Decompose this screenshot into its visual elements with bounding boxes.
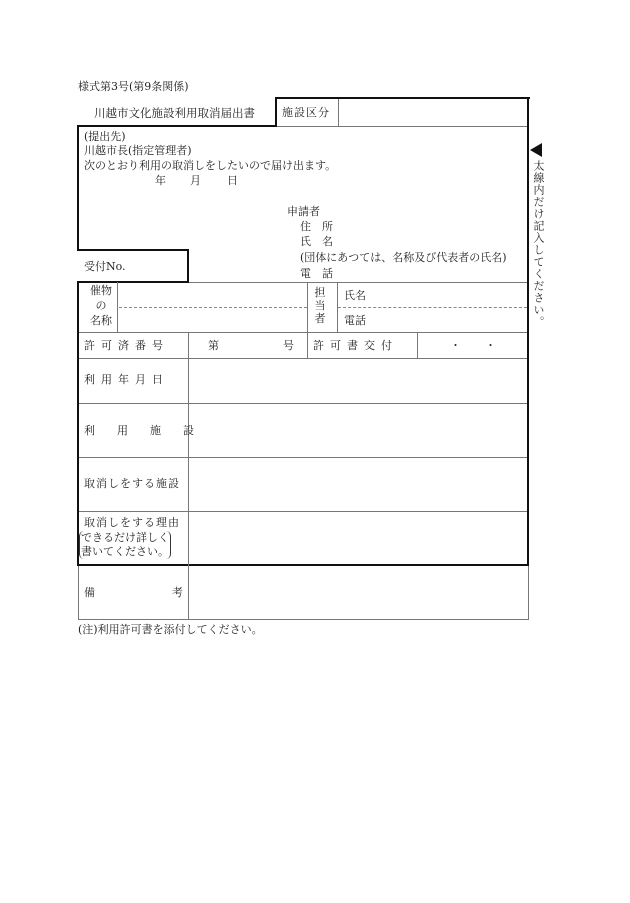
permit-number-input[interactable] bbox=[224, 334, 274, 356]
permit-issue-sep2: ・ bbox=[485, 339, 496, 352]
facility-category-input[interactable] bbox=[340, 100, 526, 125]
cancel-facility-label: 取消しをする施設 bbox=[84, 477, 180, 490]
permit-issue-label: 許可書交付 bbox=[313, 339, 398, 352]
applicant-heading: 申請者 bbox=[287, 205, 320, 218]
remarks-input[interactable] bbox=[190, 568, 526, 618]
permit-issue-sep1: ・ bbox=[450, 339, 461, 352]
reason-note-line1: できるだけ詳しく bbox=[81, 531, 169, 544]
permit-number-label: 許可済番号 bbox=[84, 339, 169, 352]
permit-number-suffix: 号 bbox=[283, 339, 294, 352]
applicant-phone-input[interactable] bbox=[345, 266, 523, 281]
applicant-name-input[interactable] bbox=[345, 233, 523, 248]
contact-phone-label: 電話 bbox=[344, 314, 366, 327]
date-year: 年 bbox=[155, 174, 166, 187]
reason-note-line2: 書いてください。 bbox=[81, 545, 169, 558]
reason-note bbox=[79, 531, 171, 559]
applicant-phone-label: 電 話 bbox=[300, 267, 333, 280]
recipient-label: 川越市長(指定管理者) bbox=[84, 144, 192, 157]
thick-border-right bbox=[527, 97, 529, 566]
statement-text: 次のとおり利用の取消しをしたいので届け出ます。 bbox=[84, 159, 337, 172]
applicant-name-label: 氏 名 bbox=[300, 235, 333, 248]
usage-date-input[interactable] bbox=[190, 360, 525, 402]
permit-issue-date-input[interactable] bbox=[419, 334, 525, 356]
facility-category-label: 施設区分 bbox=[282, 106, 330, 119]
event-label-1: 催物 bbox=[90, 284, 112, 297]
reason-label: 取消しをする理由 bbox=[84, 516, 180, 529]
contact-name-label: 氏名 bbox=[344, 289, 366, 302]
event-label-2: の bbox=[95, 299, 107, 312]
form-title: 川越市文化施設利用取消届出書 bbox=[94, 106, 255, 120]
receipt-no-label: 受付No. bbox=[84, 260, 126, 273]
usage-date-label: 利用年月日 bbox=[84, 373, 169, 386]
contact-phone-input[interactable] bbox=[370, 309, 525, 331]
facility-label: 利用施設 bbox=[84, 424, 216, 437]
remarks-label-right: 考 bbox=[172, 586, 183, 599]
left-arrow-icon bbox=[530, 143, 542, 157]
contact-person-label: 担当者 bbox=[314, 286, 326, 325]
event-label-3: 名称 bbox=[90, 314, 112, 327]
applicant-org-note: (団体にあつては、名称及び代表者の氏名) bbox=[300, 251, 507, 264]
date-month: 月 bbox=[190, 174, 201, 187]
thick-border-top bbox=[276, 97, 530, 99]
date-day: 日 bbox=[227, 174, 238, 187]
contact-name-input[interactable] bbox=[370, 284, 525, 306]
event-name-input[interactable] bbox=[119, 284, 305, 330]
reason-input[interactable] bbox=[190, 513, 525, 563]
applicant-address-input[interactable] bbox=[345, 218, 523, 233]
form-number: 様式第3号(第9条関係) bbox=[78, 80, 189, 93]
facility-input[interactable] bbox=[190, 405, 525, 456]
footnote: (注)利用許可書を添付してください。 bbox=[78, 623, 263, 636]
cancel-facility-input[interactable] bbox=[190, 459, 525, 510]
thick-border-bottom bbox=[77, 564, 529, 566]
applicant-address-label: 住 所 bbox=[300, 220, 333, 233]
submit-to-label: (提出先) bbox=[84, 130, 126, 143]
permit-number-prefix: 第 bbox=[208, 339, 219, 352]
side-note: 太線内だけ記入してください。 bbox=[532, 160, 545, 328]
remarks-label-left: 備 bbox=[84, 586, 95, 599]
